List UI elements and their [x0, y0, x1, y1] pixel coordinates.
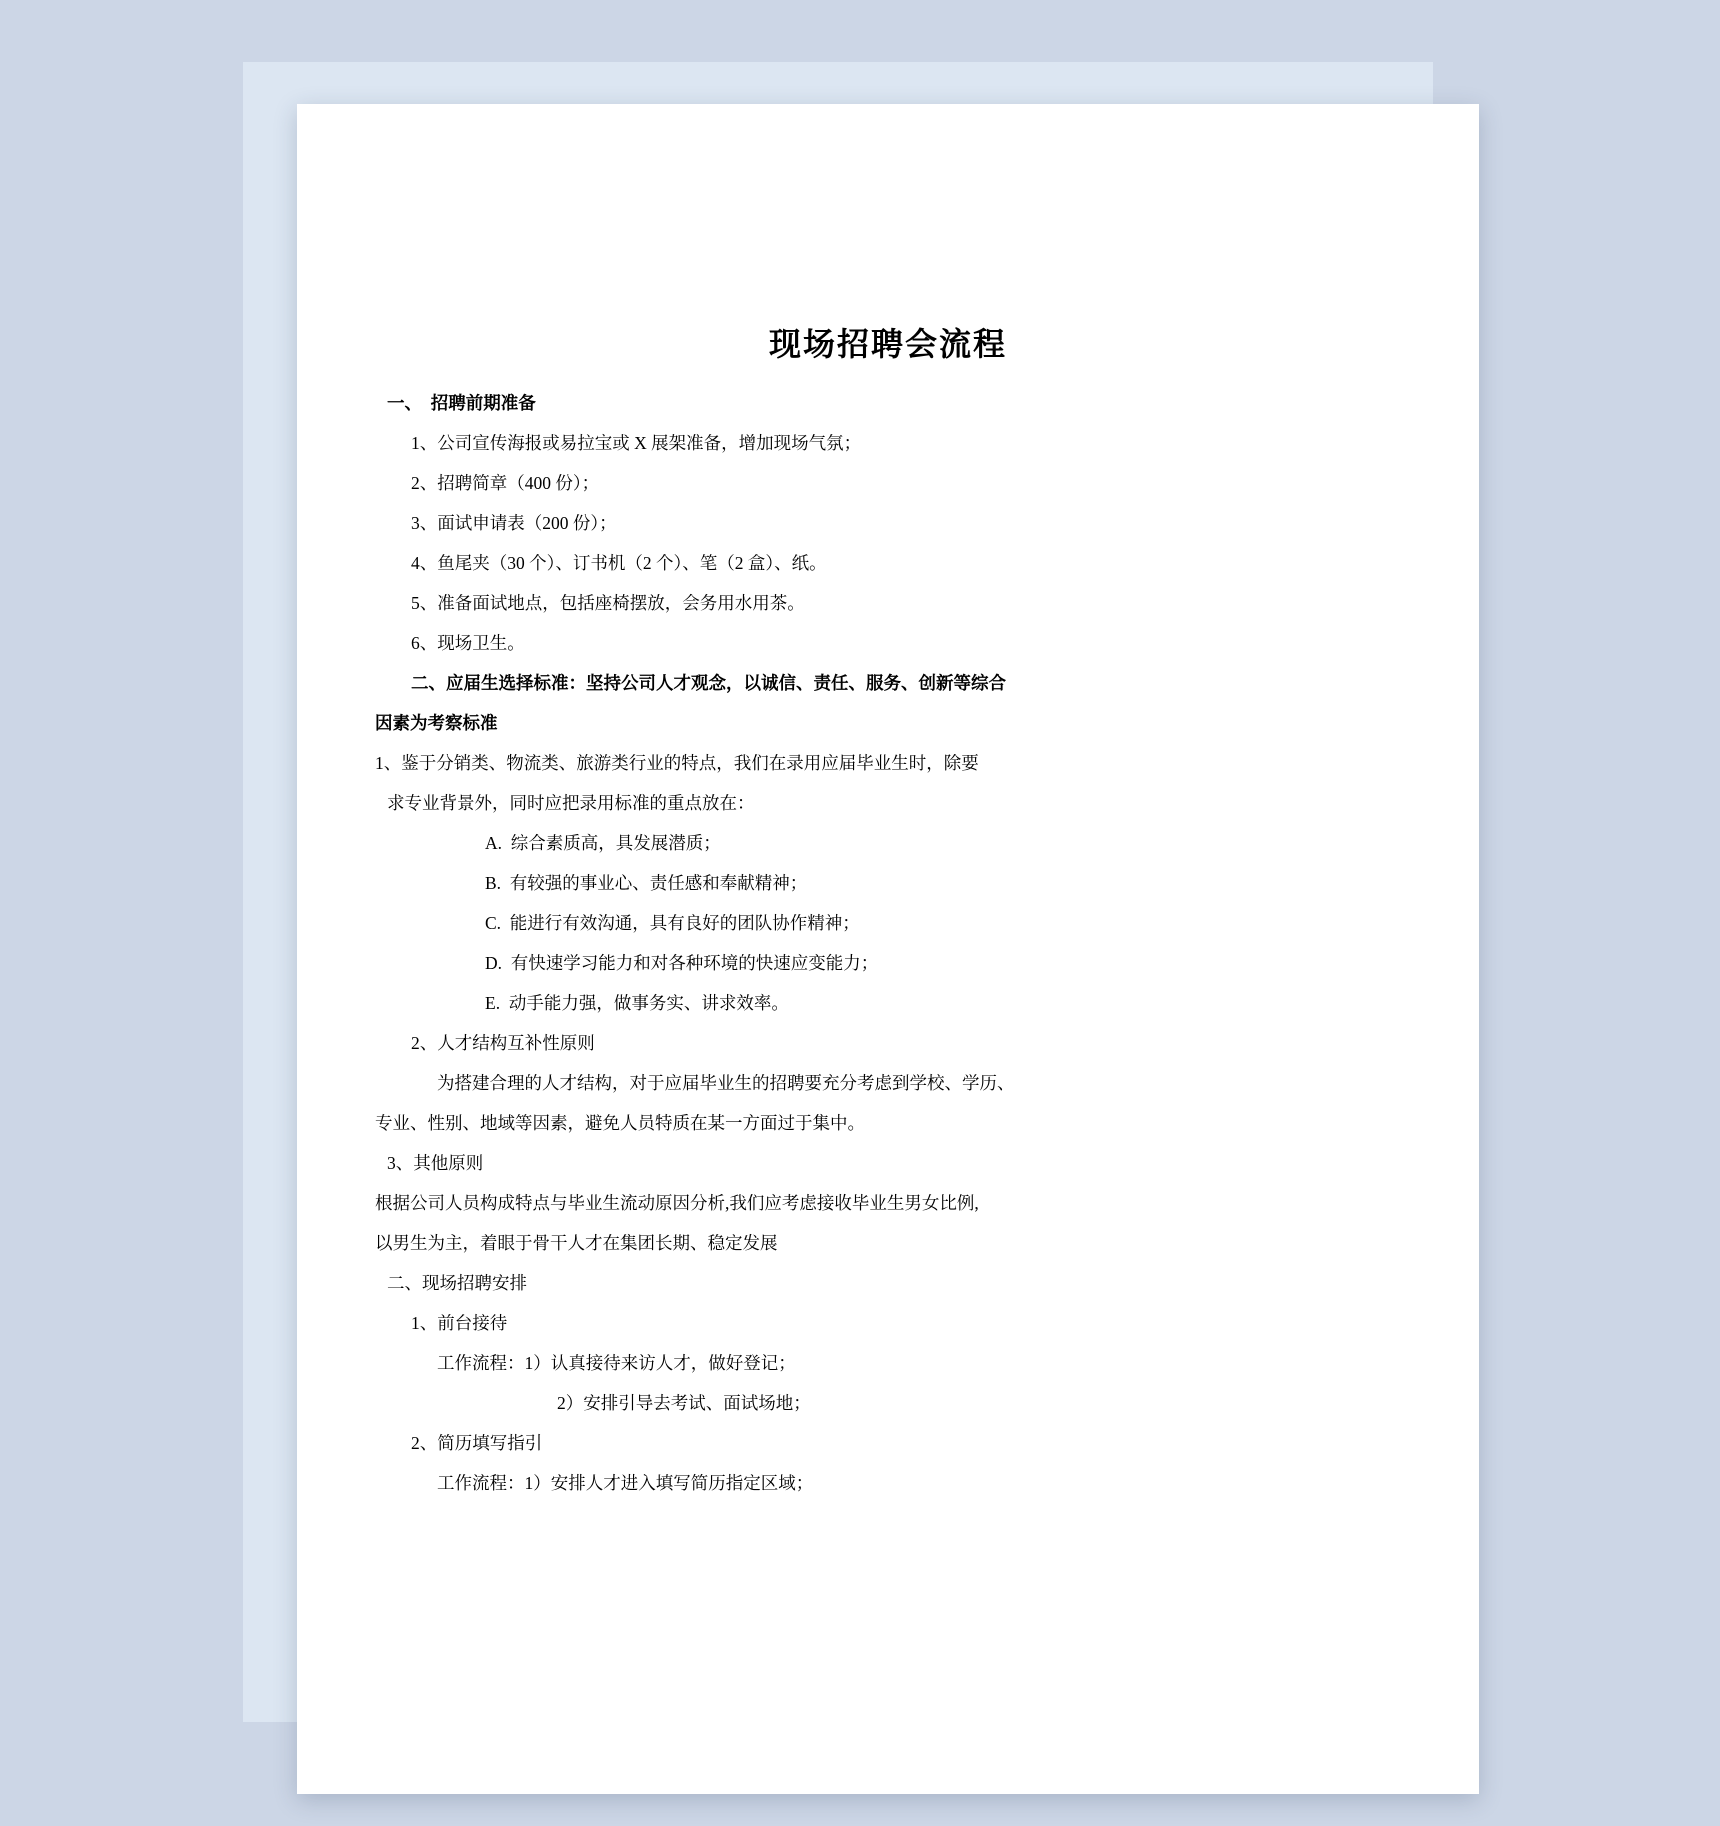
- list-item-prep-5: 5、准备面试地点，包括座椅摆放，会务用水用茶。: [411, 593, 805, 613]
- paragraph-principle-2-line1: 为搭建合理的人才结构，对于应届毕业生的招聘要充分考虑到学校、学历、: [437, 1073, 1015, 1093]
- document-body: [375, 383, 1401, 1503]
- list-item-criteria-d: D. 有快速学习能力和对各种环境的快速应变能力；: [485, 953, 879, 973]
- list-item-criteria-b: B. 有较强的事业心、责任感和奉献精神；: [485, 873, 808, 893]
- list-item-prep-1: 1、公司宣传海报或易拉宝或 X 展架准备，增加现场气氛；: [411, 433, 862, 453]
- list-item-principle-2: 2、人才结构互补性原则: [411, 1033, 595, 1053]
- list-item-principle-3: 3、其他原则: [387, 1153, 484, 1173]
- list-item-onsite-2: 2、简历填写指引: [411, 1433, 543, 1453]
- list-item-criteria-c: C. 能进行有效沟通，具有良好的团队协作精神；: [485, 913, 860, 933]
- list-item-prep-6: 6、现场卫生。: [411, 633, 525, 653]
- paragraph-onsite-1-step1: 工作流程：1）认真接待来访人才，做好登记；: [437, 1353, 796, 1373]
- list-item-criteria-a: A. 综合素质高，具发展潜质；: [485, 833, 721, 853]
- paragraph-principle-2-line2: 专业、性别、地域等因素，避免人员特质在某一方面过于集中。: [375, 1113, 865, 1133]
- paragraph-criteria-intro-line1: 1、鉴于分销类、物流类、旅游类行业的特点，我们在录用应届毕业生时，除要: [375, 753, 979, 773]
- section-heading-2-line2: 因素为考察标准: [375, 713, 498, 733]
- list-item-prep-3: 3、面试申请表（200 份）；: [411, 513, 617, 533]
- list-item-prep-4: 4、鱼尾夹（30 个）、订书机（2 个）、笔（2 盒）、纸。: [411, 553, 827, 573]
- paragraph-onsite-1-step2: 2）安排引导去考试、面试场地；: [557, 1393, 811, 1413]
- section-heading-3: 二、现场招聘安排: [387, 1273, 527, 1293]
- paragraph-criteria-intro-line2: 求专业背景外，同时应把录用标准的重点放在：: [387, 793, 755, 813]
- section-heading-1: 一、 招聘前期准备: [387, 393, 536, 413]
- document-page: [297, 104, 1479, 1794]
- list-item-criteria-e: E. 动手能力强，做事务实、讲求效率。: [485, 993, 789, 1013]
- list-item-onsite-1: 1、前台接待: [411, 1313, 508, 1333]
- list-item-prep-2: 2、招聘简章（400 份）；: [411, 473, 600, 493]
- page-content: [297, 104, 1479, 1794]
- page-title: 现场招聘会流程: [768, 326, 1007, 362]
- paragraph-principle-3-line1: 根据公司人员构成特点与毕业生流动原因分析,我们应考虑接收毕业生男女比例,: [375, 1193, 979, 1213]
- section-heading-2-line1: 二、应届生选择标准：坚持公司人才观念，以诚信、责任、服务、创新等综合: [411, 673, 1006, 693]
- paragraph-principle-3-line2: 以男生为主，着眼于骨干人才在集团长期、稳定发展: [375, 1233, 778, 1253]
- paragraph-onsite-2-step1: 工作流程：1）安排人才进入填写简历指定区域；: [437, 1473, 814, 1493]
